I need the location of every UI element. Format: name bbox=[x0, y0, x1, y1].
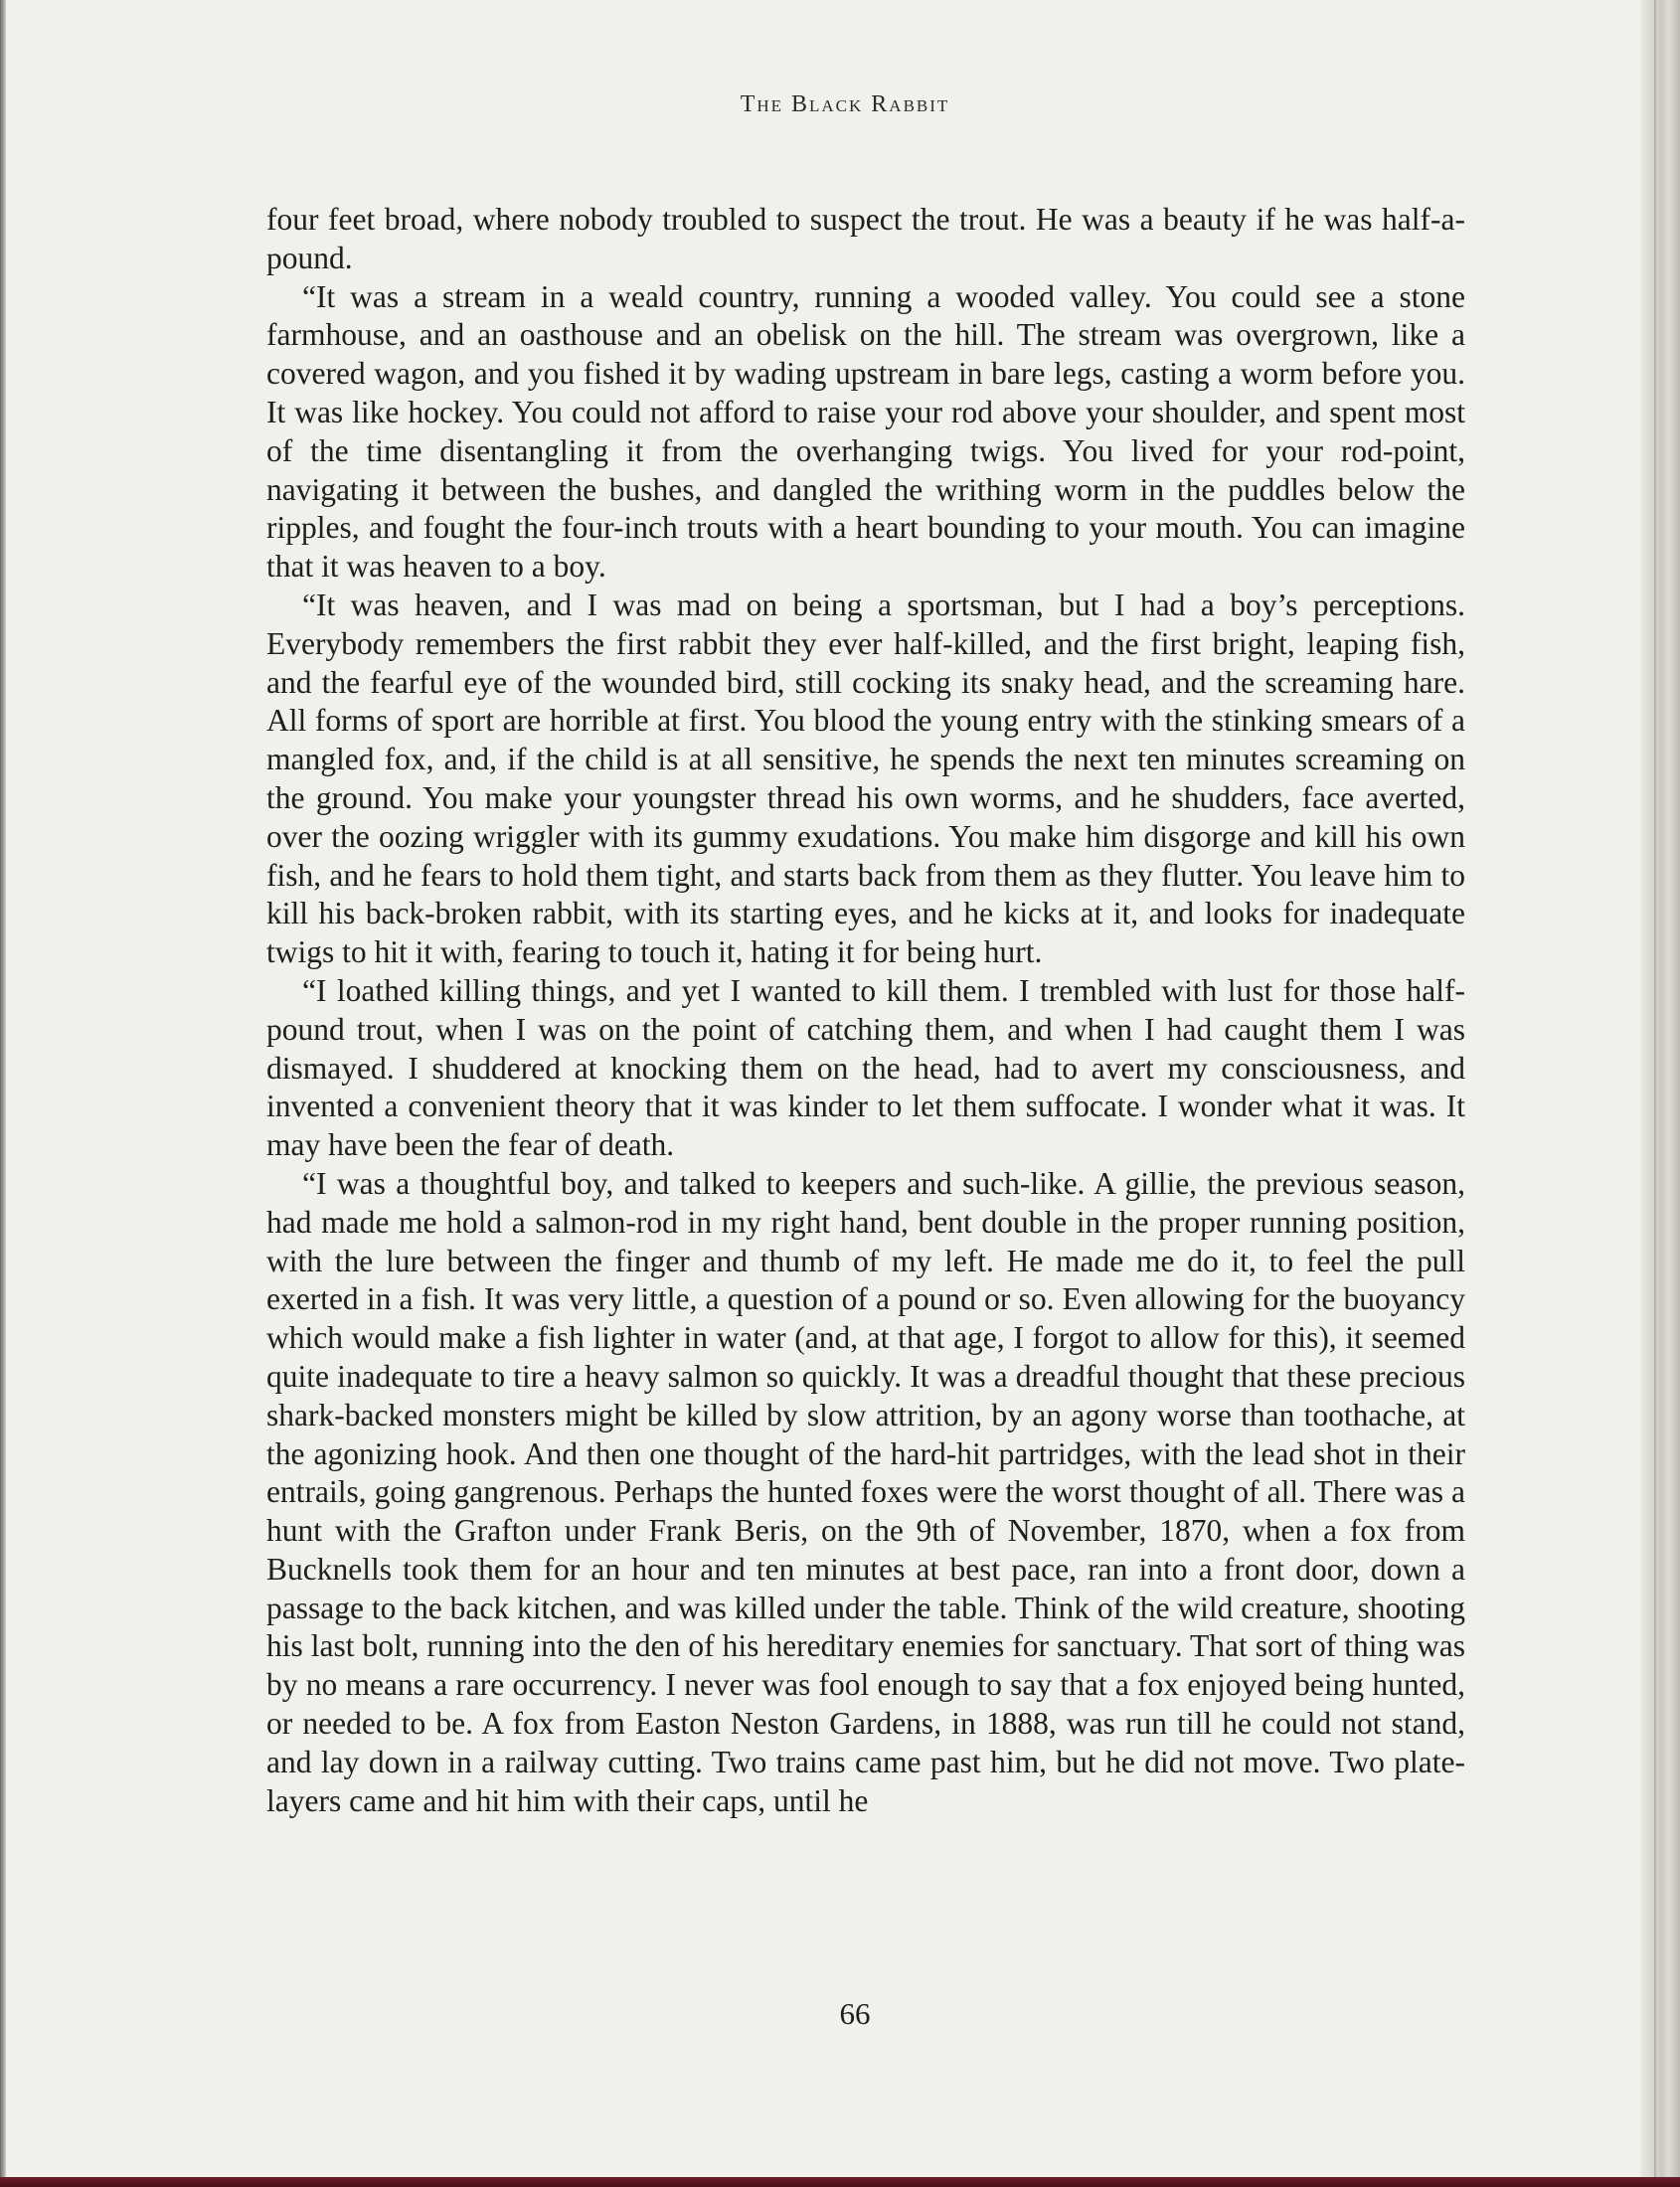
paragraph: “I was a thoughtful boy, and talked to keepers and such-like. A gillie, the previous season, had made me hold a salmon-rod in my right hand, bent double in the proper running position, with the lure between the finger and thumb of my left. He made me do it, to feel the pull exerted in a fish. It was very little, a question of a pound or so. Even allowing for the buoyancy which would make a fish lighter in water (and, at that age, I forgot to allow for this), it seemed quite inadequate to tire a heavy salmon so quickly. It was a dreadful thought that these precious shark-backed monsters might be killed by slow attrition, by an agony worse than toothache, at the agonizing hook. And then one thought of the hard-hit partridges, with the lead shot in their entrails, going gangrenous. Perhaps the hunted foxes were the worst thought of all. There was a hunt with the Grafton under Frank Beris, on the 9th of November, 1870, when a fox from Bucknells took them for an hour and ten minutes at best pace, ran into a front door, down a passage to the back kitchen, and was killed under the table. Think of the wild creature, shooting his last bolt, running into the den of his hereditary enemies for sanctuary. That sort of thing was by no means a rare occurrency. I never was fool enough to say that a fox enjoyed being hunted, or needed to be. A fox from Easton Neston Gardens, in 1888, was run till he could not stand, and lay down in a railway cutting. Two trains came past him, but he did not move. Two plate-layers came and hit him with their caps, until he bbox=[266, 1165, 1465, 1818]
running-head: The Black Rabbit bbox=[740, 91, 950, 117]
paragraph: “It was a stream in a weald country, running a wooded valley. You could see a stone farmhouse, and an oasthouse and an obelisk on the hill. The stream was overgrown, like a covered wagon, and you fished it by wading upstream in bare legs, casting a worm before you. It was like hockey. You could not afford to raise your rod above your shoulder, and spent most of the time disentangling it from the overhanging twigs. You lived for your rod-point, navigating it between the bushes, and dangled the writhing worm in the puddles below the ripples, and fought the four-inch trouts with a heart bounding to your mouth. You can imagine that it was heaven to a boy. bbox=[266, 278, 1465, 585]
paragraph: “I loathed killing things, and yet I wanted to kill them. I trembled with lust for those half-pound trout, when I was on the point of catching them, and when I had caught them I was dismayed. I shuddered at knocking them on the head, had to avert my consciousness, and invented a convenient theory that it was kinder to let them suffocate. I wonder what it was. It may have been the fear of death. bbox=[266, 972, 1465, 1163]
paragraph: “It was heaven, and I was mad on being a sportsman, but I had a boy’s perceptions. Everybody remembers the first rabbit they ever half-killed, and the first bright, leaping fish, and the fearful eye of the wounded bird, still cocking its snaky head, and the screaming hare. All forms of sport are horrible at first. You blood the young entry with the stinking smears of a mangled fox, and, if the child is at all sensitive, he spends the next ten minutes screaming on the ground. You make your youngster thread his own worms, and he shudders, face averted, over the oozing wriggler with its gummy exudations. You make him disgorge and kill his own fish, and he fears to hold them tight, and starts back from them as they flutter. You leave him to kill his back-broken rabbit, with its starting eyes, and he kicks at it, and looks for inadequate twigs to hit it with, fearing to touch it, hating it for being hurt. bbox=[266, 587, 1465, 970]
scan-gutter-left bbox=[0, 0, 6, 2187]
book-cover-strip bbox=[0, 2177, 1680, 2187]
page-edge-right bbox=[1640, 0, 1680, 2187]
body-text bbox=[266, 201, 1465, 1820]
page-edge-line bbox=[1654, 0, 1656, 2187]
paragraph: four feet broad, where nobody troubled to suspect the trout. He was a beauty if he was half-a-pound. bbox=[266, 202, 1465, 275]
page-number: 66 bbox=[839, 1996, 871, 2031]
